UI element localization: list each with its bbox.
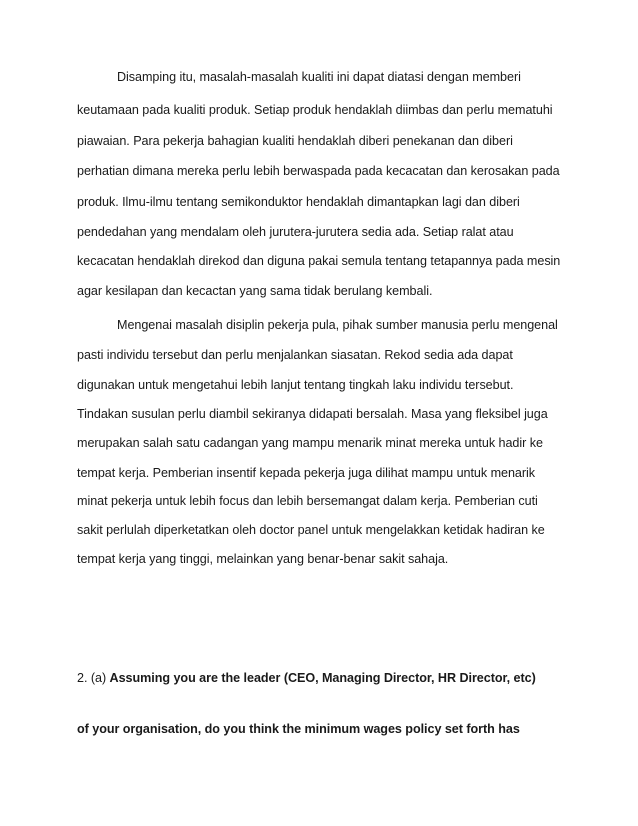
question-line-1: Assuming you are the leader (CEO, Managing Director, HR Director, etc) bbox=[109, 671, 536, 685]
question-number: 2. (a) bbox=[77, 671, 110, 685]
paragraph-1-line-2: keutamaan pada kualiti produk. Setiap produk hendaklah diimbas dan perlu mematuhi bbox=[77, 103, 553, 117]
paragraph-2-line-7: minat pekerja untuk lebih focus dan lebih bersemangat dalam kerja. Pemberian cuti bbox=[77, 494, 538, 508]
paragraph-2-line-6: tempat kerja. Pemberian insentif kepada pekerja juga dilihat mampu untuk menarik bbox=[77, 466, 536, 480]
paragraph-2-line-8: sakit perlulah diperketatkan oleh doctor panel untuk mengelakkan ketidak hadiran ke bbox=[77, 523, 545, 537]
paragraph-1-line-8: agar kesilapan dan kecactan yang sama tidak berulang kembali. bbox=[77, 284, 433, 298]
paragraph-1-line-1: Disamping itu, masalah-masalah kualiti ini dapat diatasi dengan memberi bbox=[117, 70, 521, 84]
paragraph-1-line-3: piawaian. Para pekerja bahagian kualiti hendaklah diberi penekanan dan diberi bbox=[77, 134, 513, 148]
paragraph-2-line-9: tempat kerja yang tinggi, melainkan yang benar-benar sakit sahaja. bbox=[77, 552, 449, 566]
paragraph-2-line-2: pasti individu tersebut dan perlu menjalankan siasatan. Rekod sedia ada dapat bbox=[77, 348, 513, 362]
paragraph-2-line-4: Tindakan susulan perlu diambil sekiranya didapati bersalah. Masa yang fleksibel juga bbox=[77, 407, 548, 421]
question-line-2: of your organisation, do you think the minimum wages policy set forth has bbox=[77, 722, 520, 736]
question-heading bbox=[77, 670, 536, 686]
paragraph-1-line-7: kecacatan hendaklah direkod dan diguna pakai semula tentang tetapannya pada mesin bbox=[77, 254, 561, 268]
paragraph-2-line-3: digunakan untuk mengetahui lebih lanjut tentang tingkah laku individu tersebut. bbox=[77, 378, 514, 392]
paragraph-1-line-6: pendedahan yang mendalam oleh jurutera-jurutera sedia ada. Setiap ralat atau bbox=[77, 225, 514, 239]
paragraph-1-line-4: perhatian dimana mereka perlu lebih berwaspada pada kecacatan dan kerosakan pada bbox=[77, 164, 560, 178]
paragraph-2-line-5: merupakan salah satu cadangan yang mampu menarik minat mereka untuk hadir ke bbox=[77, 436, 543, 450]
paragraph-1-line-5: produk. Ilmu-ilmu tentang semikonduktor hendaklah dimantapkan lagi dan diberi bbox=[77, 195, 520, 209]
paragraph-2-line-1: Mengenai masalah disiplin pekerja pula, pihak sumber manusia perlu mengenal bbox=[117, 318, 558, 332]
